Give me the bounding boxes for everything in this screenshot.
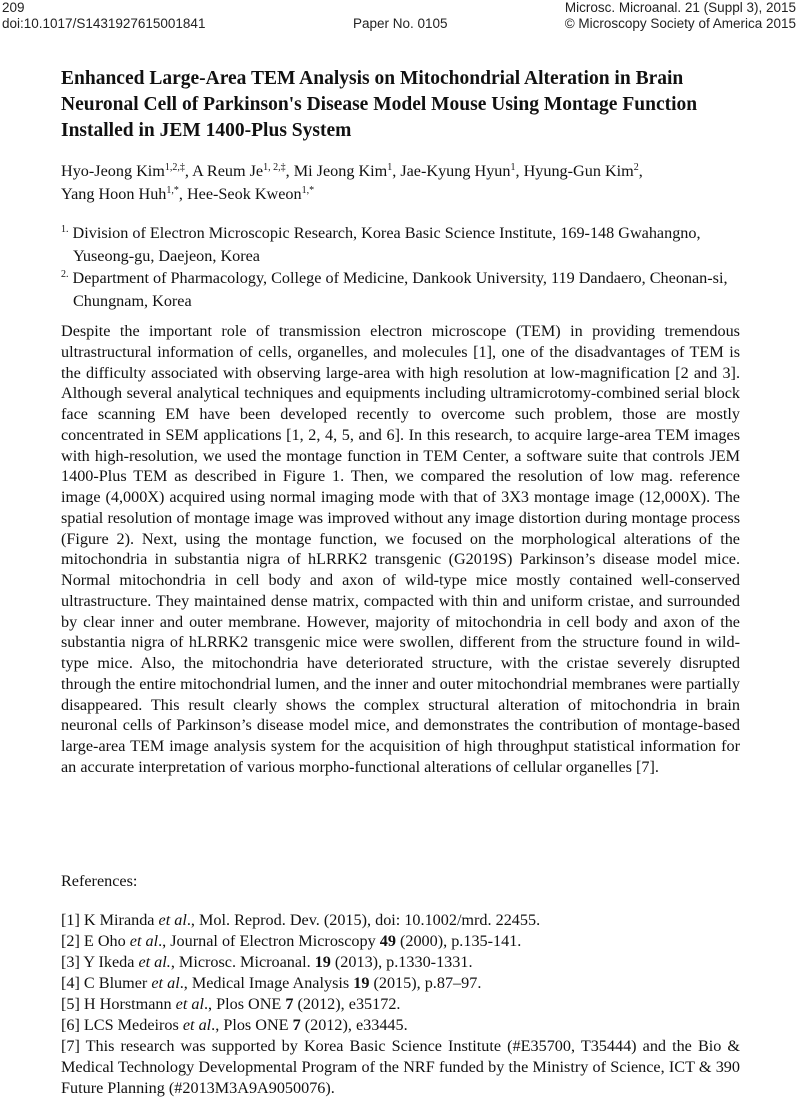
reference-text: [2] E Oho [61, 932, 130, 950]
reference-text: (2012), e35172. [293, 995, 401, 1013]
reference-text: [6] LCS Medeiros [61, 1016, 183, 1034]
reference-text: 19 [314, 953, 331, 971]
author-name: A Reum Je [192, 162, 264, 180]
reference-text: [4] C Blumer [61, 974, 152, 992]
abstract-body: Despite the important role of transmission electron microscope (TEM) in providing tremendous ultrastructural information of cells, organelles, and molecules [1], one of the disadvantages of TEM is the difficulty associated with observing large-area with high resolution at low-magnification [2 and 3]. Although several analytical techniques and equipments including ultramicrotomy-combined serial block face scanning EM have been developed recently to overcome such problem, those are mostly concentrated in SEM applications [1, 2, 4, 5, and 6]. In this research, to acquire large-area TEM images with high-resolution, we used the montage function in TEM Center, a software suite that controls JEM 1400-Plus TEM as described in Figure 1. Then, we compared the resolution of low mag. reference image (4,000X) acquired using normal imaging mode with that of 3X3 montage image (12,000X). The spatial resolution of montage image was improved without any image distortion during montage process (Figure 2). Next, using the montage function, we focused on the morphological alterations of the mitochondria in substantia nigra of hLRRK2 transgenic (G2019S) Parkinson’s disease model mice. Normal mitochondria in cell body and axon of wild-type mice mostly contained well-conserved ultrastructure. They maintained dense matrix, compacted with thin and uniform cristae, and surrounded by clear inner and outer membrane. However, majority of mitochondria in cell body and axon of the substantia nigra of hLRRK2 transgenic mice were swollen, different from the structure found in wild-type mice. Also, the mitochondria have deteriorated structure, with the cristae severely disrupted through the entire mitochondrial lumen, and the inner and outer mitochondrial membranes were partially disappeared. This result clearly shows the complex structural alteration of mitochondria in brain neuronal cells of Parkinson’s disease model mice, and demonstrates the contribution of montage-based large-area TEM image analysis system for the acquisition of high throughput statistical information for an accurate interpretation of various morpho-functional alterations of cellular organelles [7]. [61, 322, 740, 776]
paper-number: Paper No. 0105 [353, 16, 448, 31]
reference-list [61, 910, 740, 1099]
author-name: Hyo-Jeong Kim [61, 162, 165, 180]
reference-item [61, 952, 740, 973]
reference-text: (2000), p.135-141. [395, 932, 522, 950]
reference-text: ., Plos ONE [203, 995, 286, 1013]
affiliation-text: Division of Electron Microscopic Research, Korea Basic Science Institute, 169-148 Gwahangno, Yuseong-gu, Daejeon, Korea [72, 224, 701, 265]
author-name: Jae-Kyung Hyun [400, 162, 511, 180]
author-separator: , [285, 162, 294, 180]
author-affiliation-mark: 1,* [301, 185, 315, 196]
author-affiliation-mark: 1,* [166, 185, 179, 196]
reference-item [61, 910, 740, 931]
reference-text: et al [158, 911, 187, 929]
affiliation-mark: 1. [61, 224, 69, 235]
reference-item [61, 994, 740, 1015]
reference-text: 7 [292, 1016, 301, 1034]
reference-text: [1] K Miranda [61, 911, 159, 929]
page-number: 209 [2, 0, 25, 15]
copyright: © Microscopy Society of America 2015 [564, 16, 796, 31]
reference-item [61, 931, 740, 952]
journal-citation: Microsc. Microanal. 21 (Suppl 3), 2015 [564, 0, 796, 15]
author-name: Hyung-Gun Kim [523, 162, 634, 180]
author-name: Hee-Seok Kweon [186, 185, 302, 203]
reference-item [61, 1015, 740, 1036]
reference-text: , Microsc. Microanal. [170, 953, 315, 971]
reference-item [61, 1036, 740, 1099]
author-separator: , [515, 162, 524, 180]
author-affiliation-mark: 1, 2,‡ [263, 162, 286, 173]
reference-text: et al [182, 1016, 212, 1034]
author-affiliation-mark: 2 [633, 162, 639, 173]
reference-text: ., Journal of Electron Microscopy [158, 932, 380, 950]
author-separator: , [184, 162, 193, 180]
reference-text: (2013), p.1330-1331. [330, 953, 473, 971]
author-name: Mi Jeong Kim [293, 162, 388, 180]
reference-text: 7 [285, 995, 294, 1013]
reference-text: [5] H Horstmann [61, 995, 176, 1013]
reference-item [61, 973, 740, 994]
reference-text: et al [151, 974, 180, 992]
reference-text: et al [175, 995, 204, 1013]
author-separator: , [178, 185, 187, 203]
affiliation-item [61, 222, 751, 267]
affiliation-item [61, 267, 751, 312]
reference-text: ., Medical Image Analysis [179, 974, 354, 992]
affiliation-text: Department of Pharmacology, College of Medicine, Dankook University, 119 Dandaero, Cheonan-si, Chungnam, Korea [72, 269, 728, 310]
paper-title: Enhanced Large-Area TEM Analysis on Mitochondrial Alteration in Brain Neuronal Cell of Parkinson's Disease Model Mouse Using Montage Function Installed in JEM 1400-Plus System [61, 68, 698, 141]
author-affiliation-mark: 1 [510, 162, 516, 173]
reference-text: (2015), p.87–97. [369, 974, 482, 992]
reference-text: et al [129, 932, 159, 950]
reference-text: ., Plos ONE [211, 1016, 293, 1034]
references-heading: References: [61, 872, 138, 890]
reference-text: et al. [138, 953, 171, 971]
reference-text: 49 [379, 932, 396, 950]
author-list [61, 160, 751, 206]
affiliation-mark: 2. [61, 269, 69, 280]
author-affiliation-mark: 1 [387, 162, 393, 173]
affiliations [61, 222, 751, 312]
reference-text: (2012), e33445. [300, 1016, 408, 1034]
author-separator: , [638, 162, 643, 180]
author-affiliation-mark: 1,2,‡ [164, 162, 185, 173]
author-name: Yang Hoon Huh [61, 185, 167, 203]
reference-text: ., Mol. Reprod. Dev. (2015), doi: 10.1002/mrd. 22455. [186, 911, 541, 929]
reference-text: [3] Y Ikeda [61, 953, 139, 971]
doi: doi:10.1017/S1431927615001841 [2, 16, 206, 31]
author-separator: , [392, 162, 401, 180]
reference-text: 19 [353, 974, 370, 992]
reference-text: [7] This research was supported by Korea Basic Science Institute (#E35700, T35444) and the Bio & Medical Technology Developmental Program of the NRF funded by the Ministry of Science, ICT & 390 Future Planning (#2013M3A9A9050076). [61, 1037, 740, 1097]
